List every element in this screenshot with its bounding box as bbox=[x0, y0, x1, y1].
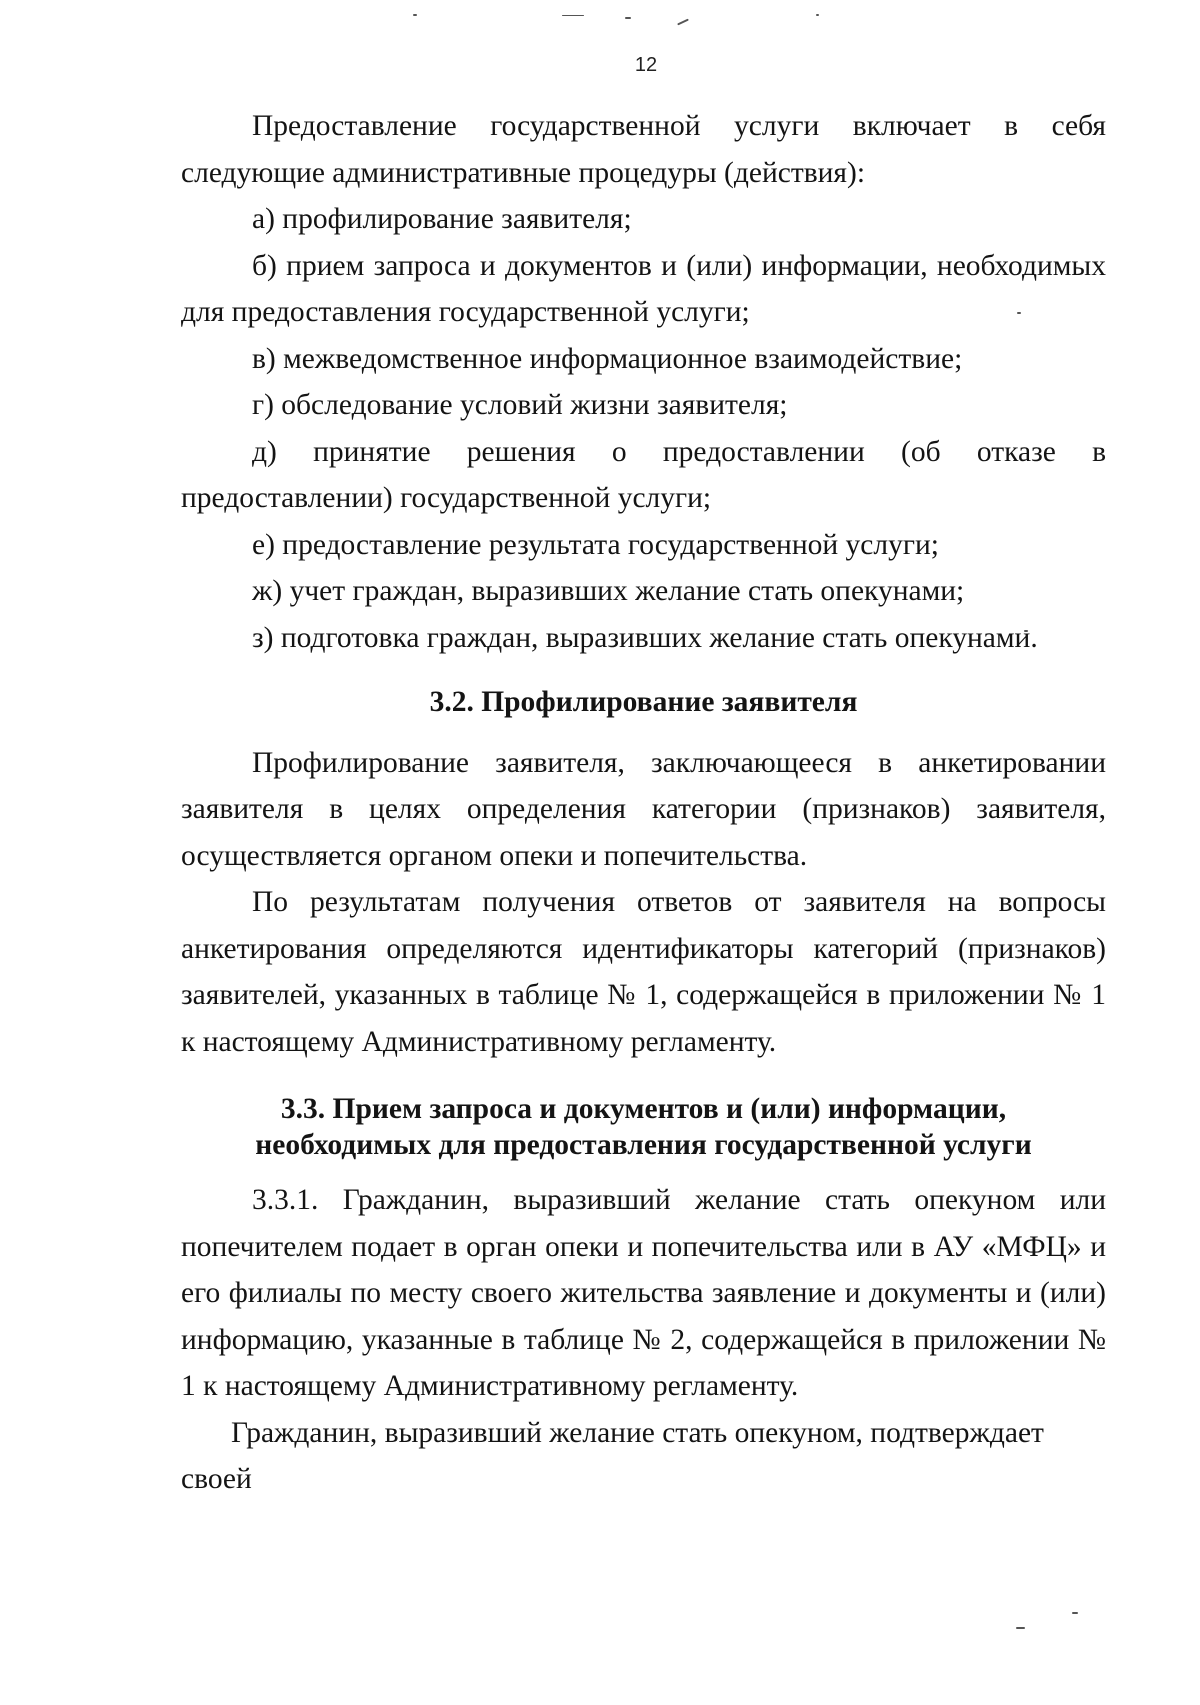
section-paragraph: Гражданин, выразивший желание стать опекуном, подтверждает своей bbox=[181, 1416, 1044, 1495]
scan-artifact bbox=[1072, 1612, 1078, 1614]
intro-paragraph: Предоставление государственной услуги включает в себя следующие административные процедуры (действия): bbox=[181, 110, 1106, 189]
section-heading-3-2: 3.2. Профилирование заявителя bbox=[429, 686, 858, 718]
section-heading-line: необходимых для предоставления государственной услуги bbox=[255, 1129, 1032, 1161]
list-item: б) прием запроса и документов и (или) информации, необходимых для предоставления государственной услуги; bbox=[181, 249, 1106, 328]
section-paragraph: Профилирование заявителя, заключающееся в анкетировании заявителя в целях определения категории (признаков) заявителя, осуществляется органом опеки и попечительства. bbox=[181, 746, 1106, 872]
scan-artifact bbox=[413, 14, 417, 16]
scan-artifact bbox=[677, 19, 689, 26]
section-paragraph: По результатам получения ответов от заявителя на вопросы анкетирования определяются идентификаторы категорий (признаков) заявителей, указанных в таблице № 1, содержащейся в приложении № 1 к настоящему Административному регламенту. bbox=[181, 886, 1106, 1058]
list-item: ж) учет граждан, выразивших желание стать опекунами; bbox=[252, 575, 965, 607]
document-body bbox=[181, 103, 1106, 1503]
list-item: в) межведомственное информационное взаимодействие; bbox=[252, 342, 963, 375]
list-item: д) принятие решения о предоставлении (об отказе в предоставлении) государственной услуги; bbox=[181, 435, 1106, 514]
list-item: г) обследование условий жизни заявителя; bbox=[252, 389, 788, 421]
list-item: е) предоставление результата государственной услуги; bbox=[252, 528, 939, 561]
section-heading-line: 3.3. Прием запроса и документов и (или) информации, bbox=[280, 1093, 1007, 1125]
scan-artifact bbox=[1016, 1627, 1025, 1629]
section-paragraph: 3.3.1. Гражданин, выразивший желание стать опекуном или попечителем подает в орган опеки и попечительства или в АУ «МФЦ» и его филиалы по месту своего жительства заявление и документы и (или) информацию, указанные в таблице № 2, содержащейся в приложении № 1 к настоящему Административному регламенту. bbox=[181, 1184, 1106, 1402]
section-heading-3-3 bbox=[181, 1091, 1106, 1163]
page-number: 12 bbox=[634, 54, 658, 76]
list-item: з) подготовка граждан, выразивших желание стать опекунами. bbox=[252, 621, 1038, 654]
scan-artifact bbox=[816, 14, 819, 16]
list-item: а) профилирование заявителя; bbox=[252, 203, 632, 235]
scan-artifact bbox=[625, 17, 631, 19]
scan-artifact bbox=[562, 15, 584, 16]
